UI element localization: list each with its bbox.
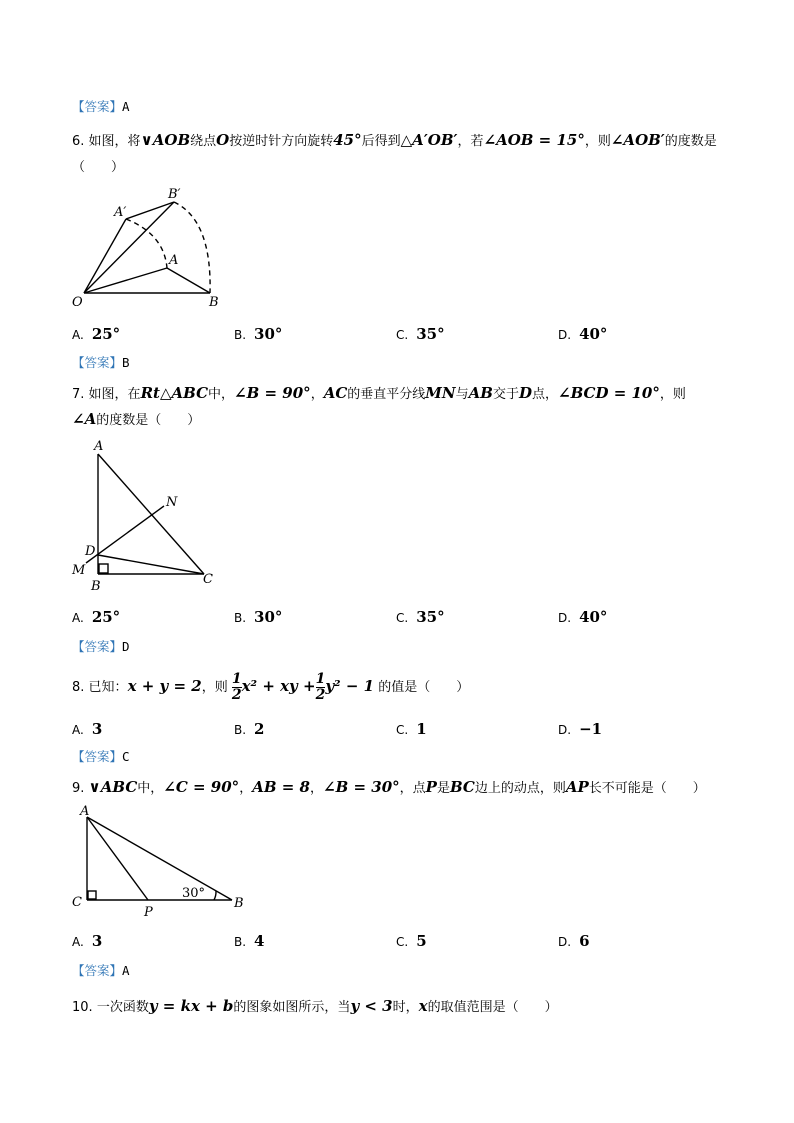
q8-option-b[interactable]	[234, 720, 264, 738]
stem-text: 点，	[532, 387, 559, 402]
stem-text: 后得到	[361, 134, 401, 149]
math: ∠A	[72, 410, 97, 428]
math: ∠C = 90°	[163, 778, 240, 796]
q9-figure	[66, 800, 256, 920]
option-value: 35°	[416, 608, 445, 626]
q8-option-c[interactable]	[396, 720, 427, 738]
q7-option-d[interactable]	[558, 608, 607, 626]
label-A: A	[94, 439, 104, 454]
option-key: B.	[234, 935, 247, 949]
segment-AB	[87, 817, 232, 900]
math: ∠B = 90°	[234, 384, 311, 402]
answer-value: A	[122, 963, 130, 978]
option-key: C.	[396, 611, 409, 625]
math: ∨AOB	[140, 131, 191, 149]
stem-text: 中，	[137, 781, 164, 796]
stem-text: ，	[310, 387, 324, 402]
stem-text: 交于	[492, 387, 519, 402]
option-value: 3	[91, 720, 103, 738]
q6-figure	[72, 182, 232, 310]
label-P: P	[144, 905, 153, 920]
math: x	[418, 997, 428, 1015]
q7-stem-line2	[72, 409, 200, 428]
option-key: B.	[234, 611, 247, 625]
answer-value: D	[122, 639, 130, 654]
stem-text: ，则	[201, 680, 228, 695]
math: y² − 1	[325, 677, 375, 695]
option-value: 25°	[91, 325, 121, 343]
math: BC	[449, 778, 475, 796]
option-key: C.	[396, 935, 409, 949]
stem-text: 已知：	[88, 680, 128, 695]
stem-text: ，	[239, 781, 253, 796]
option-value: 25°	[91, 608, 121, 626]
stem-text: 是	[436, 781, 450, 796]
math: ∠BCD = 10°	[558, 384, 660, 402]
q6-stem	[72, 130, 717, 149]
q9-stem	[72, 777, 706, 796]
math: ∠AOB = 15°	[483, 131, 585, 149]
stem-text: 与	[455, 387, 469, 402]
label-B: B	[234, 896, 244, 911]
math: ∠AOB′	[610, 131, 665, 149]
math: P	[425, 778, 437, 796]
math: y = kx + b	[148, 997, 234, 1015]
answer-label: 【答案】	[72, 963, 123, 978]
math: ∠B = 30°	[323, 778, 400, 796]
stem-text: 的度数是	[664, 134, 717, 149]
option-key: C.	[396, 723, 409, 737]
segment-AP	[87, 817, 148, 900]
option-value: 2	[254, 720, 265, 738]
q6-option-a[interactable]	[72, 325, 120, 343]
option-key: A.	[72, 328, 84, 342]
stem-text: ，点	[399, 781, 426, 796]
q9-answer	[72, 961, 130, 979]
option-value: 5	[416, 932, 427, 950]
answer-value: C	[122, 749, 130, 764]
q7-answer	[72, 637, 130, 655]
stem-text: 的取值范围是（ ）	[427, 1000, 558, 1015]
label-A: A	[80, 804, 90, 819]
stem-text: ，则	[584, 134, 611, 149]
stem-text: 如图，将	[88, 134, 141, 149]
stem-text: 的度数是（ ）	[96, 413, 201, 428]
answer-label: 【答案】	[72, 639, 123, 654]
fraction-one-half	[232, 672, 242, 703]
stem-text: 按逆时针方向旋转	[229, 134, 334, 149]
denominator: 2	[315, 687, 326, 703]
math: O	[216, 131, 230, 149]
option-value: 6	[579, 932, 590, 950]
answer-value: A	[122, 99, 130, 114]
math: AC	[323, 384, 348, 402]
numerator: 1	[231, 671, 242, 687]
math: D	[518, 384, 532, 402]
stem-text: 时，	[392, 1000, 419, 1015]
stem-text: ，	[309, 781, 323, 796]
math: AB	[468, 384, 493, 402]
label-A1: A′	[114, 205, 127, 220]
right-angle-mark	[99, 564, 108, 573]
label-B1: B′	[168, 187, 181, 202]
option-key: A.	[72, 611, 84, 625]
right-angle-mark	[88, 891, 96, 899]
math: x + y = 2	[127, 677, 202, 695]
answer-label: 【答案】	[72, 749, 123, 764]
question-number: 9.	[72, 781, 85, 796]
option-value: 1	[416, 720, 427, 738]
segment-AB	[167, 268, 210, 293]
label-C: C	[203, 572, 213, 587]
q7-stem	[72, 383, 686, 402]
numerator: 1	[315, 671, 326, 687]
denominator: 2	[231, 687, 242, 703]
math: AB = 8	[252, 778, 310, 796]
fraction-one-half	[316, 672, 326, 703]
q10-stem	[72, 996, 558, 1015]
stem-text: 绕点	[190, 134, 217, 149]
arc-B-B1	[174, 202, 210, 293]
option-value: 35°	[416, 325, 445, 343]
q8-answer	[72, 747, 130, 765]
option-key: B.	[234, 723, 247, 737]
math: 45°	[333, 131, 362, 149]
option-value: 30°	[254, 325, 283, 343]
q7-option-b[interactable]	[234, 608, 282, 626]
stem-text: 的垂直平分线	[347, 387, 426, 402]
math: △A′OB′	[400, 131, 458, 149]
label-angle-30: 30°	[182, 886, 206, 901]
option-key: C.	[396, 328, 409, 342]
segment-AC	[98, 454, 204, 574]
math: x² + xy +	[241, 677, 316, 695]
option-value: 4	[254, 932, 265, 950]
q9-option-a[interactable]	[72, 932, 102, 950]
stem-text: 长不可能是（ ）	[588, 781, 706, 796]
math: y < 3	[350, 997, 393, 1015]
q7-figure	[62, 436, 232, 598]
stem-text: 中，	[208, 387, 235, 402]
math: Rt△ABC	[140, 384, 209, 402]
q7-option-a[interactable]	[72, 608, 120, 626]
q8-option-a[interactable]	[72, 720, 102, 738]
question-number: 6.	[72, 134, 85, 149]
option-value: 30°	[254, 608, 283, 626]
question-number: 7.	[72, 387, 85, 402]
option-key: A.	[72, 935, 84, 949]
option-value: −1	[579, 720, 603, 738]
q6-answer	[72, 353, 130, 371]
math: ∨ABC	[88, 778, 138, 796]
segment-DC	[98, 555, 204, 574]
q9-option-d[interactable]	[558, 932, 590, 950]
option-value: 40°	[579, 608, 608, 626]
option-key: A.	[72, 723, 84, 737]
label-B: B	[91, 579, 101, 594]
answer-value: B	[122, 355, 130, 370]
answer-label: 【答案】	[72, 355, 123, 370]
q8-stem	[72, 672, 469, 703]
label-C: C	[72, 895, 82, 910]
question-number: 8.	[72, 680, 85, 695]
q6-option-d[interactable]	[558, 325, 607, 343]
q9-option-c[interactable]	[396, 932, 427, 950]
answer-label: 【答案】	[72, 99, 123, 114]
option-key: B.	[234, 328, 247, 342]
option-key: D.	[558, 935, 572, 949]
stem-text: ，则	[659, 387, 686, 402]
q6-option-b[interactable]	[234, 325, 282, 343]
label-M: M	[72, 563, 86, 578]
angle-arc-B	[214, 891, 216, 900]
math: AP	[565, 778, 589, 796]
label-D: D	[85, 544, 96, 559]
option-value: 40°	[579, 325, 608, 343]
question-number: 10.	[72, 1000, 93, 1015]
q8-option-d[interactable]	[558, 720, 602, 738]
segment-A1B1	[126, 202, 174, 219]
label-N: N	[166, 495, 178, 510]
label-O: O	[72, 295, 83, 310]
stem-text: ，若	[457, 134, 484, 149]
label-B: B	[209, 295, 219, 310]
option-key: D.	[558, 611, 572, 625]
math: MN	[425, 384, 456, 402]
q9-option-b[interactable]	[234, 932, 264, 950]
label-A: A	[169, 253, 179, 268]
option-value: 3	[91, 932, 103, 950]
stem-text: 的图象如图所示，当	[233, 1000, 351, 1015]
option-key: D.	[558, 328, 572, 342]
q6-paren: （ ）	[72, 160, 125, 175]
stem-text: 如图，在	[88, 387, 141, 402]
option-key: D.	[558, 723, 572, 737]
q6-option-c[interactable]	[396, 325, 445, 343]
stem-text: 一次函数	[96, 1000, 149, 1015]
q5-answer	[72, 97, 130, 115]
q7-option-c[interactable]	[396, 608, 445, 626]
stem-text: 边上的动点，则	[474, 781, 566, 796]
stem-text: 的值是（ ）	[378, 680, 470, 695]
